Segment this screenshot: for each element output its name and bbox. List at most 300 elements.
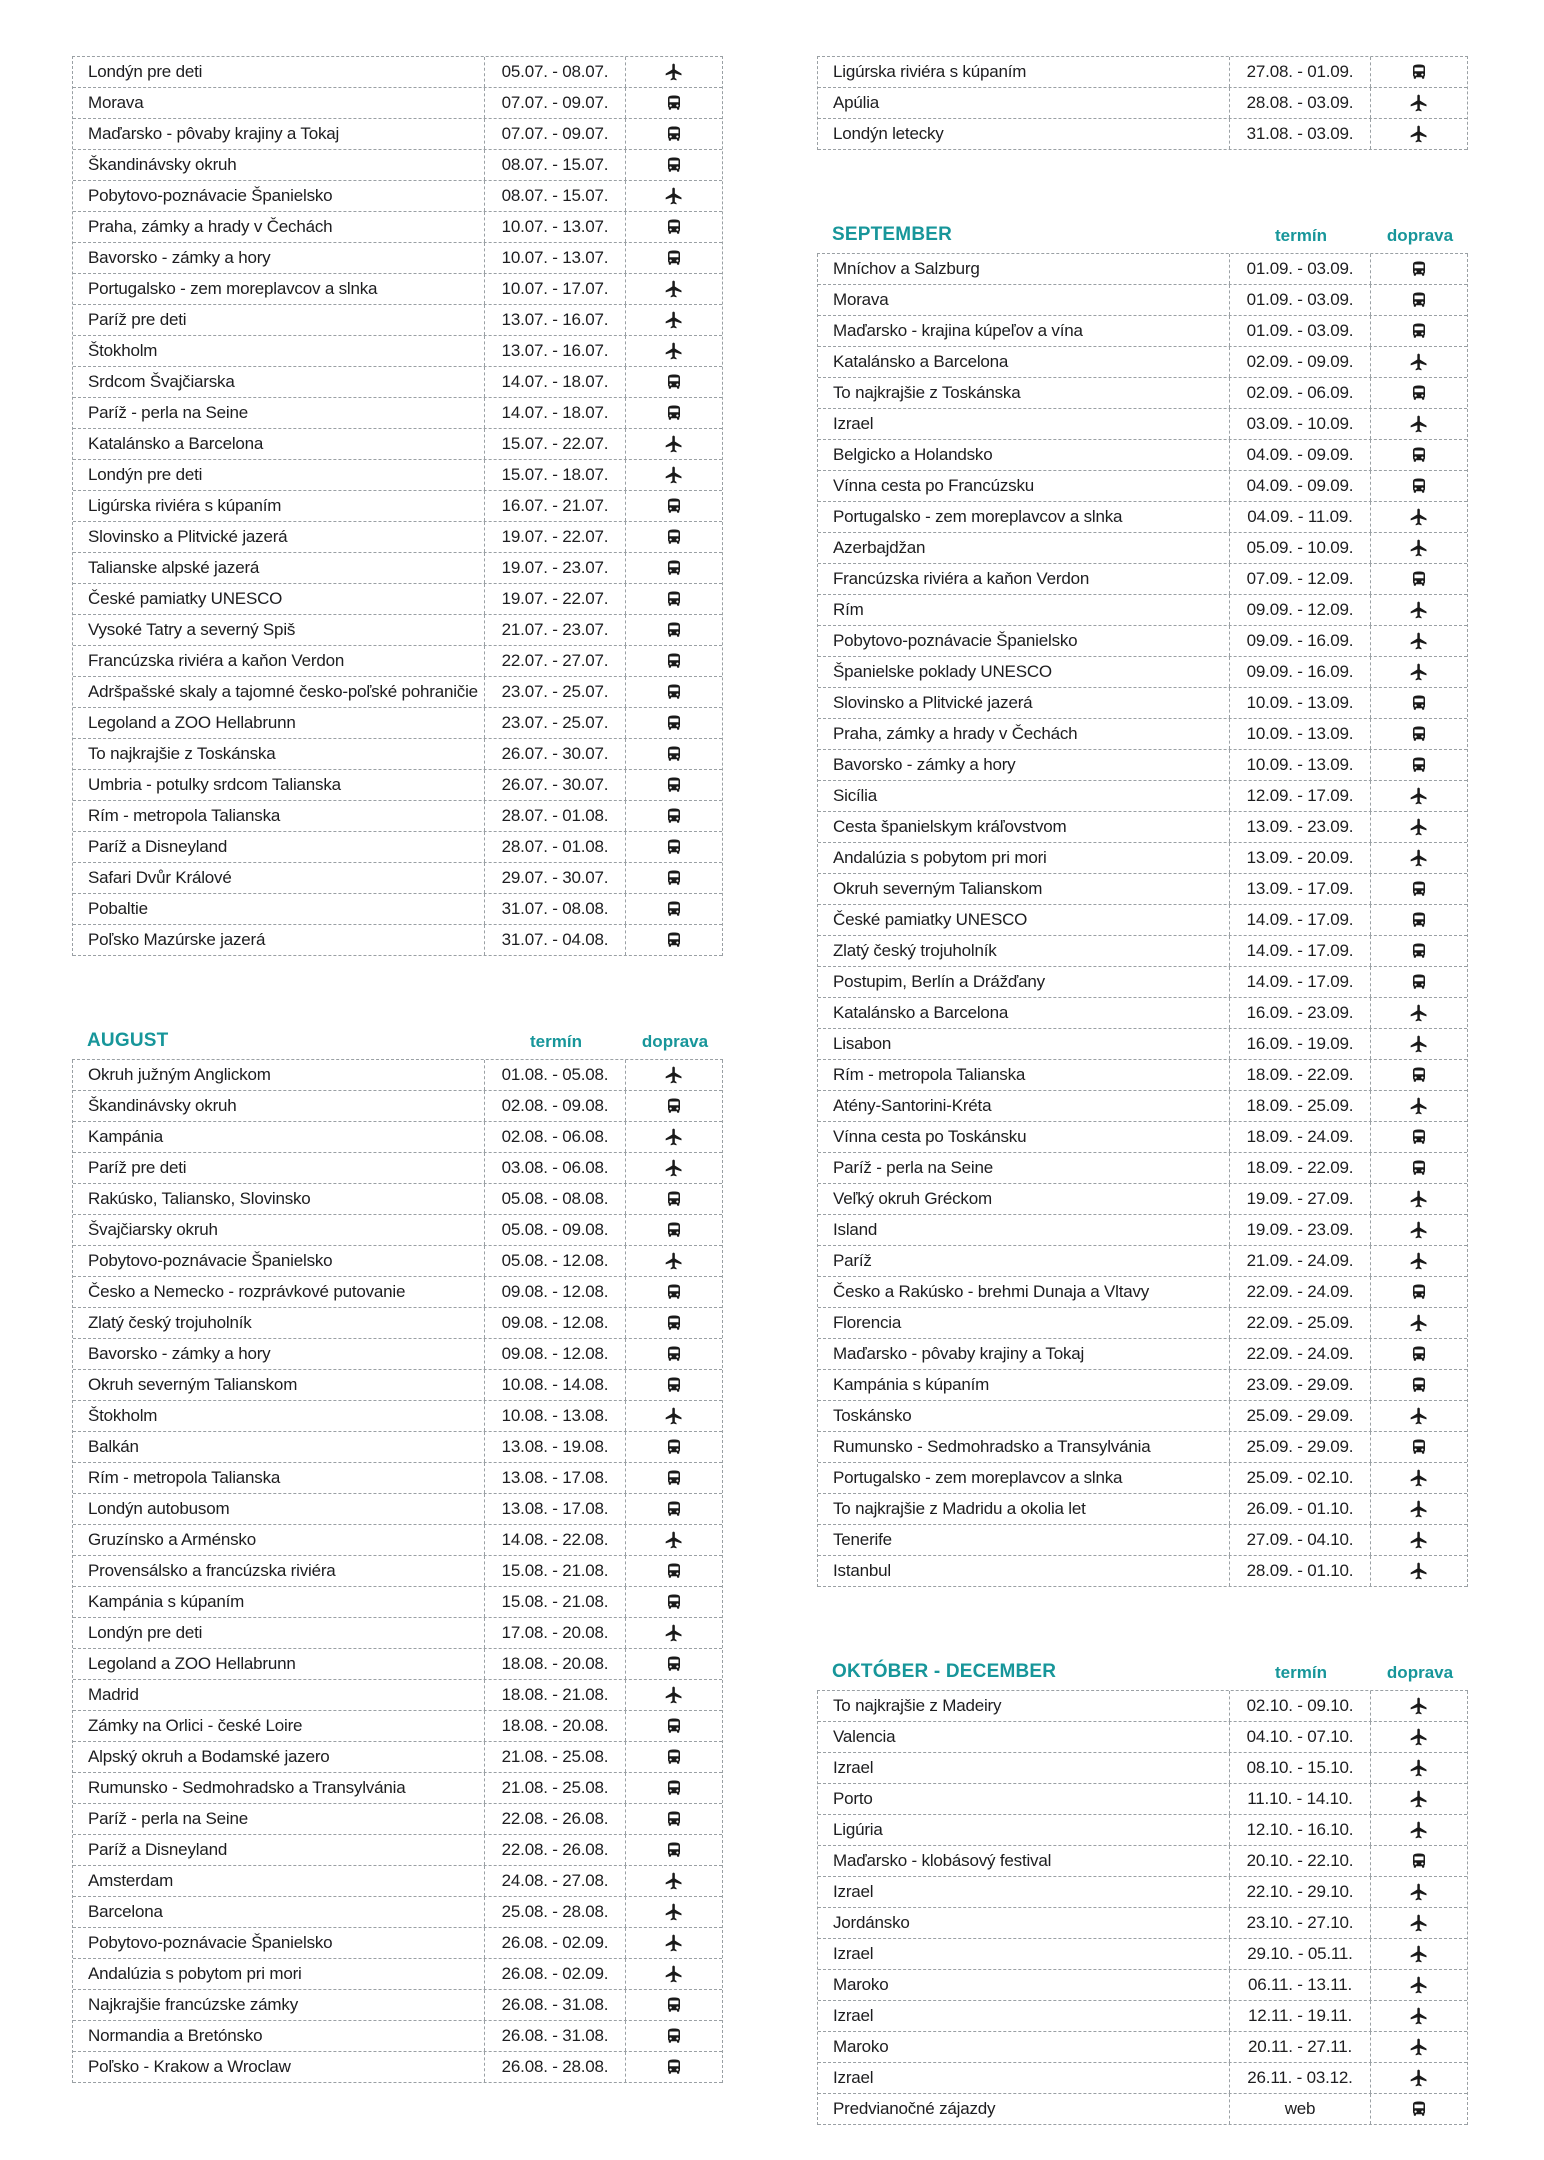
table-row [818,1691,1467,1722]
tour-name: Izrael [833,1758,874,1777]
tour-dates: 22.07. - 27.07. [484,646,626,676]
tour-name: Londýn letecky [833,124,944,143]
table-row [818,688,1467,719]
tour-dates: 23.09. - 29.09. [1229,1370,1371,1400]
tour-name: Slovinsko a Plitvické jazerá [88,527,288,546]
tour-dates: 26.08. - 31.08. [484,2021,626,2051]
tour-name: Rím - metropola Talianska [88,806,281,825]
table-row [73,801,722,832]
bus-icon [1371,756,1467,774]
tour-dates: 21.09. - 24.09. [1229,1246,1371,1276]
table-row [73,398,722,429]
bus-icon [1371,1376,1467,1394]
plane-icon [1371,538,1467,558]
bus-icon [626,1748,722,1766]
tour-name: Zlatý český trojuholník [833,941,997,960]
bus-icon [626,1655,722,1673]
bus-icon [626,249,722,267]
tour-dates: 16.09. - 19.09. [1229,1029,1371,1059]
tour-dates: 13.08. - 17.08. [484,1494,626,1524]
bus-icon [626,1097,722,1115]
section-title: SEPTEMBER [832,224,953,245]
tour-name: Škandinávsky okruh [88,1096,237,1115]
tour-dates: 03.09. - 10.09. [1229,409,1371,439]
tour-dates: 23.10. - 27.10. [1229,1908,1371,1938]
tour-name: Balkán [88,1437,139,1456]
table-row [73,1401,722,1432]
tour-name: Rumunsko - Sedmohradsko a Transylvánia [88,1778,406,1797]
tour-dates: 10.09. - 13.09. [1229,750,1371,780]
column-header-doprava: doprava [1386,226,1454,245]
bus-icon [626,1779,722,1797]
tour-dates: 13.07. - 16.07. [484,336,626,366]
section-jul-continued [72,56,723,956]
bus-icon [1371,260,1467,278]
table-row [73,1370,722,1401]
bus-icon [1371,1283,1467,1301]
plane-icon [1371,600,1467,620]
tour-name: Pobytovo-poznávacie Španielsko [88,186,333,205]
tour-dates: 18.09. - 22.09. [1229,1060,1371,1090]
tour-name: Maďarsko - klobásový festival [833,1851,1052,1870]
tour-name: Slovinsko a Plitvické jazerá [833,693,1033,712]
tour-dates: 26.08. - 02.09. [484,1959,626,1989]
plane-icon [626,1871,722,1891]
tour-dates: 23.07. - 25.07. [484,708,626,738]
tour-dates: 13.07. - 16.07. [484,305,626,335]
table-row [73,1649,722,1680]
tour-name: Maroko [833,1975,889,1994]
tour-name: Vínna cesta po Toskánsku [833,1127,1027,1146]
tour-dates: 14.07. - 18.07. [484,398,626,428]
plane-icon [1371,2068,1467,2088]
tour-dates: 08.07. - 15.07. [484,181,626,211]
plane-icon [626,1406,722,1426]
tour-name: Rím - metropola Talianska [833,1065,1026,1084]
table-row [818,812,1467,843]
tour-dates: 21.08. - 25.08. [484,1773,626,1803]
bus-icon [626,1221,722,1239]
tour-name: Zlatý český trojuholník [88,1313,252,1332]
plane-icon [1371,1944,1467,1964]
tour-name: Rumunsko - Sedmohradsko a Transylvánia [833,1437,1151,1456]
plane-icon [1371,1727,1467,1747]
tour-name: Ligúrska riviéra s kúpaním [833,62,1027,81]
table-row [73,1153,722,1184]
tour-name: Okruh severným Talianskom [833,879,1043,898]
tour-name: Najkrajšie francúzske zámky [88,1995,298,2014]
tour-name: Barcelona [88,1902,163,1921]
tour-name: Rakúsko, Taliansko, Slovinsko [88,1189,311,1208]
tour-dates: 19.07. - 22.07. [484,584,626,614]
tour-dates: 14.09. - 17.09. [1229,905,1371,935]
tour-dates: 15.08. - 21.08. [484,1587,626,1617]
bus-icon [626,2058,722,2076]
tour-dates: 09.09. - 16.09. [1229,657,1371,687]
section-header [817,214,1468,254]
table-row [818,936,1467,967]
tour-dates: 02.09. - 06.09. [1229,378,1371,408]
tour-dates: 02.10. - 09.10. [1229,1691,1371,1721]
table-row [818,440,1467,471]
bus-icon [626,652,722,670]
table-row [73,522,722,553]
tour-name: Paríž a Disneyland [88,837,228,856]
tour-name: To najkrajšie z Toskánska [88,744,276,763]
tour-dates: 03.08. - 06.08. [484,1153,626,1183]
table-row [73,1184,722,1215]
tour-name: Maďarsko - krajina kúpeľov a vína [833,321,1083,340]
table-row [73,832,722,863]
table-row [818,1432,1467,1463]
plane-icon [626,186,722,206]
tour-name: Kampánia s kúpaním [833,1375,990,1394]
tour-dates: 25.09. - 02.10. [1229,1463,1371,1493]
tour-dates: 14.08. - 22.08. [484,1525,626,1555]
tour-name: Tenerife [833,1530,892,1549]
tour-dates: 23.07. - 25.07. [484,677,626,707]
tour-dates: 06.11. - 13.11. [1229,1970,1371,2000]
table-row [818,2001,1467,2032]
tour-name: Srdcom Švajčiarska [88,372,235,391]
table-row [73,1091,722,1122]
tour-name: Azerbajdžan [833,538,926,557]
tour-name: Francúzska riviéra a kaňon Verdon [833,569,1090,588]
tour-dates: 17.08. - 20.08. [484,1618,626,1648]
bus-icon [626,2027,722,2045]
table-row [818,1877,1467,1908]
table-row [818,57,1467,88]
table-row [73,1804,722,1835]
tour-dates: 25.09. - 29.09. [1229,1401,1371,1431]
tour-dates: 10.08. - 13.08. [484,1401,626,1431]
tour-name: Provensálsko a francúzska riviéra [88,1561,336,1580]
tour-name: Maďarsko - pôvaby krajiny a Tokaj [833,1344,1085,1363]
tour-dates: 13.09. - 17.09. [1229,874,1371,904]
tour-dates: 18.08. - 20.08. [484,1711,626,1741]
tour-name: Lisabon [833,1034,892,1053]
tour-name: Morava [88,93,144,112]
tour-name: Paríž - perla na Seine [833,1158,994,1177]
tour-name: Paríž pre deti [88,310,187,329]
tour-name: Vysoké Tatry a severný Spiš [88,620,296,639]
tour-name: Safari Dvůr Králové [88,868,232,887]
tour-dates: 20.10. - 22.10. [1229,1846,1371,1876]
plane-icon [626,1964,722,1984]
tour-name: Kampánia s kúpaním [88,1592,245,1611]
plane-icon [1371,631,1467,651]
tour-name: Andalúzia s pobytom pri mori [88,1964,302,1983]
tour-name: Škandinávsky okruh [88,155,237,174]
table-row [73,1711,722,1742]
tour-dates: 27.08. - 01.09. [1229,57,1371,87]
tour-name: Pobaltie [88,899,148,918]
table-row [73,1494,722,1525]
tour-name: Poľsko - Krakow a Wroclaw [88,2057,291,2076]
tour-name: Izrael [833,2068,874,2087]
tour-name: Talianske alpské jazerá [88,558,260,577]
bus-icon [626,1438,722,1456]
bus-icon [626,1717,722,1735]
tour-dates: 26.08. - 31.08. [484,1990,626,2020]
tour-dates: 19.07. - 22.07. [484,522,626,552]
plane-icon [1371,93,1467,113]
bus-icon [1371,1128,1467,1146]
tour-dates: web [1229,2094,1371,2124]
table-row [73,708,722,739]
tour-name: Katalánsko a Barcelona [88,434,264,453]
table-row [818,1939,1467,1970]
table-row [818,378,1467,409]
tour-name: Paríž a Disneyland [88,1840,228,1859]
tour-dates: 16.07. - 21.07. [484,491,626,521]
table-row [818,502,1467,533]
tour-dates: 26.09. - 01.10. [1229,1494,1371,1524]
plane-icon [626,1158,722,1178]
tour-dates: 09.09. - 16.09. [1229,626,1371,656]
column-header-termin: termín [1275,226,1327,245]
table-row [818,1060,1467,1091]
plane-icon [1371,1251,1467,1271]
tour-name: Predvianočné zájazdy [833,2099,996,2118]
plane-icon [1371,1220,1467,1240]
tour-name: Londýn pre deti [88,465,203,484]
bus-icon [626,1469,722,1487]
tour-table [72,1060,723,2083]
tour-name: Adršpašské skaly a tajomné česko-poľské pohraničie [88,682,478,701]
tour-name: České pamiatky UNESCO [833,910,1028,929]
table-row [818,1122,1467,1153]
bus-icon [626,94,722,112]
tour-dates: 13.08. - 17.08. [484,1463,626,1493]
tour-dates: 10.07. - 13.07. [484,212,626,242]
tour-dates: 10.07. - 13.07. [484,243,626,273]
tour-name: Madrid [88,1685,139,1704]
tour-name: Paríž - perla na Seine [88,403,249,422]
tour-dates: 18.09. - 25.09. [1229,1091,1371,1121]
table-row [73,336,722,367]
tour-name: To najkrajšie z Toskánska [833,383,1021,402]
bus-icon [1371,694,1467,712]
table-row [818,750,1467,781]
tour-name: Pobytovo-poznávacie Španielsko [88,1933,333,1952]
tour-dates: 26.08. - 02.09. [484,1928,626,1958]
bus-icon [1371,477,1467,495]
plane-icon [1371,817,1467,837]
tour-name: Česko a Nemecko - rozprávkové putovanie [88,1282,406,1301]
bus-icon [626,1593,722,1611]
tour-name: Londýn pre deti [88,1623,203,1642]
tour-name: Rím - metropola Talianska [88,1468,281,1487]
tour-name: Legoland a ZOO Hellabrunn [88,713,296,732]
tour-name: Paríž - perla na Seine [88,1809,249,1828]
bus-icon [626,1283,722,1301]
table-row [818,1463,1467,1494]
bus-icon [626,1841,722,1859]
tour-name: Španielske poklady UNESCO [833,662,1052,681]
bus-icon [626,559,722,577]
bus-icon [626,497,722,515]
tour-name: Okruh severným Talianskom [88,1375,298,1394]
table-row [73,1339,722,1370]
table-row [818,967,1467,998]
tour-name: Ligúrska riviéra s kúpaním [88,496,282,515]
table-row [818,1153,1467,1184]
tour-dates: 02.09. - 09.09. [1229,347,1371,377]
left-column [72,56,723,2160]
table-row [73,212,722,243]
tour-dates: 25.09. - 29.09. [1229,1432,1371,1462]
table-row [73,677,722,708]
tour-name: Izrael [833,1882,874,1901]
table-row [73,1618,722,1649]
tour-dates: 15.08. - 21.08. [484,1556,626,1586]
tour-dates: 22.09. - 24.09. [1229,1339,1371,1369]
table-row [818,1091,1467,1122]
table-row [818,254,1467,285]
tour-dates: 19.09. - 27.09. [1229,1184,1371,1214]
bus-icon [626,1500,722,1518]
table-row [73,150,722,181]
tour-name: Bavorsko - zámky a hory [833,755,1016,774]
section-oktober-december [817,1651,1468,2125]
tour-dates: 19.07. - 23.07. [484,553,626,583]
table-row [73,925,722,956]
bus-icon [1371,63,1467,81]
table-row [73,1866,722,1897]
tour-dates: 09.09. - 12.09. [1229,595,1371,625]
tour-name: Ligúria [833,1820,883,1839]
tour-dates: 20.11. - 27.11. [1229,2032,1371,2062]
tour-name: Florencia [833,1313,902,1332]
section-title: AUGUST [87,1030,169,1051]
plane-icon [626,279,722,299]
tour-table [817,254,1468,1587]
table-row [73,646,722,677]
table-row [818,1753,1467,1784]
table-row [818,626,1467,657]
table-row [818,1970,1467,2001]
plane-icon [1371,1975,1467,1995]
table-row [818,1308,1467,1339]
tour-name: Londýn pre deti [88,62,203,81]
plane-icon [626,1127,722,1147]
tour-dates: 12.09. - 17.09. [1229,781,1371,811]
table-row [818,1184,1467,1215]
table-row [73,1897,722,1928]
tour-dates: 16.09. - 23.09. [1229,998,1371,1028]
tour-name: Francúzska riviéra a kaňon Verdon [88,651,345,670]
table-row [818,719,1467,750]
bus-icon [1371,1066,1467,1084]
table-row [818,533,1467,564]
table-row [818,843,1467,874]
plane-icon [1371,1468,1467,1488]
table-row [818,1401,1467,1432]
tour-dates: 05.08. - 08.08. [484,1184,626,1214]
table-row [818,88,1467,119]
table-row [818,781,1467,812]
tour-name: Umbria - potulky srdcom Talianska [88,775,341,794]
bus-icon [1371,973,1467,991]
table-row [73,553,722,584]
tour-dates: 07.07. - 09.07. [484,119,626,149]
bus-icon [626,373,722,391]
table-row [73,1215,722,1246]
tour-name: Poľsko Mazúrske jazerá [88,930,266,949]
tour-dates: 28.09. - 01.10. [1229,1556,1371,1586]
tour-dates: 22.08. - 26.08. [484,1804,626,1834]
tour-name: Andalúzia s pobytom pri mori [833,848,1047,867]
tour-name: Toskánsko [833,1406,912,1425]
tour-dates: 04.09. - 11.09. [1229,502,1371,532]
bus-icon [1371,1438,1467,1456]
tour-name: Zámky na Orlici - české Loire [88,1716,303,1735]
tour-dates: 10.07. - 17.07. [484,274,626,304]
table-row [818,316,1467,347]
tour-name: Paríž [833,1251,872,1270]
tour-name: Legoland a ZOO Hellabrunn [88,1654,296,1673]
table-row [73,770,722,801]
section-header [817,1651,1468,1691]
plane-icon [1371,2006,1467,2026]
tour-name: Bavorsko - zámky a hory [88,248,271,267]
tour-name: Amsterdam [88,1871,174,1890]
table-row [73,1959,722,1990]
tour-dates: 05.08. - 09.08. [484,1215,626,1245]
tour-dates: 18.09. - 24.09. [1229,1122,1371,1152]
tour-dates: 05.09. - 10.09. [1229,533,1371,563]
tour-name: Izrael [833,1944,874,1963]
plane-icon [1371,1789,1467,1809]
table-row [73,274,722,305]
table-row [818,1215,1467,1246]
tour-dates: 27.09. - 04.10. [1229,1525,1371,1555]
table-row [73,1773,722,1804]
tour-name: Katalánsko a Barcelona [833,1003,1009,1022]
plane-icon [1371,1499,1467,1519]
table-row [818,1908,1467,1939]
table-row [73,1246,722,1277]
bus-icon [626,1314,722,1332]
table-row [73,1587,722,1618]
tour-dates: 04.09. - 09.09. [1229,440,1371,470]
table-row [73,2052,722,2083]
bus-icon [626,1376,722,1394]
bus-icon [626,1562,722,1580]
tour-dates: 21.08. - 25.08. [484,1742,626,1772]
tour-dates: 04.09. - 09.09. [1229,471,1371,501]
tour-table [817,56,1468,150]
tour-name: Pobytovo-poznávacie Španielsko [833,631,1078,650]
tour-name: Sicília [833,786,877,805]
tour-name: Mníchov a Salzburg [833,259,980,278]
bus-icon [626,621,722,639]
bus-icon [1371,322,1467,340]
section-august [72,1020,723,2083]
bus-icon [1371,1852,1467,1870]
tour-dates: 22.09. - 25.09. [1229,1308,1371,1338]
bus-icon [1371,2100,1467,2118]
plane-icon [626,1902,722,1922]
plane-icon [1371,1561,1467,1581]
tour-dates: 15.07. - 18.07. [484,460,626,490]
plane-icon [1371,1406,1467,1426]
table-row [73,88,722,119]
plane-icon [1371,1034,1467,1054]
tour-dates: 02.08. - 09.08. [484,1091,626,1121]
tour-name: Portugalsko - zem moreplavcov a slnka [88,279,378,298]
